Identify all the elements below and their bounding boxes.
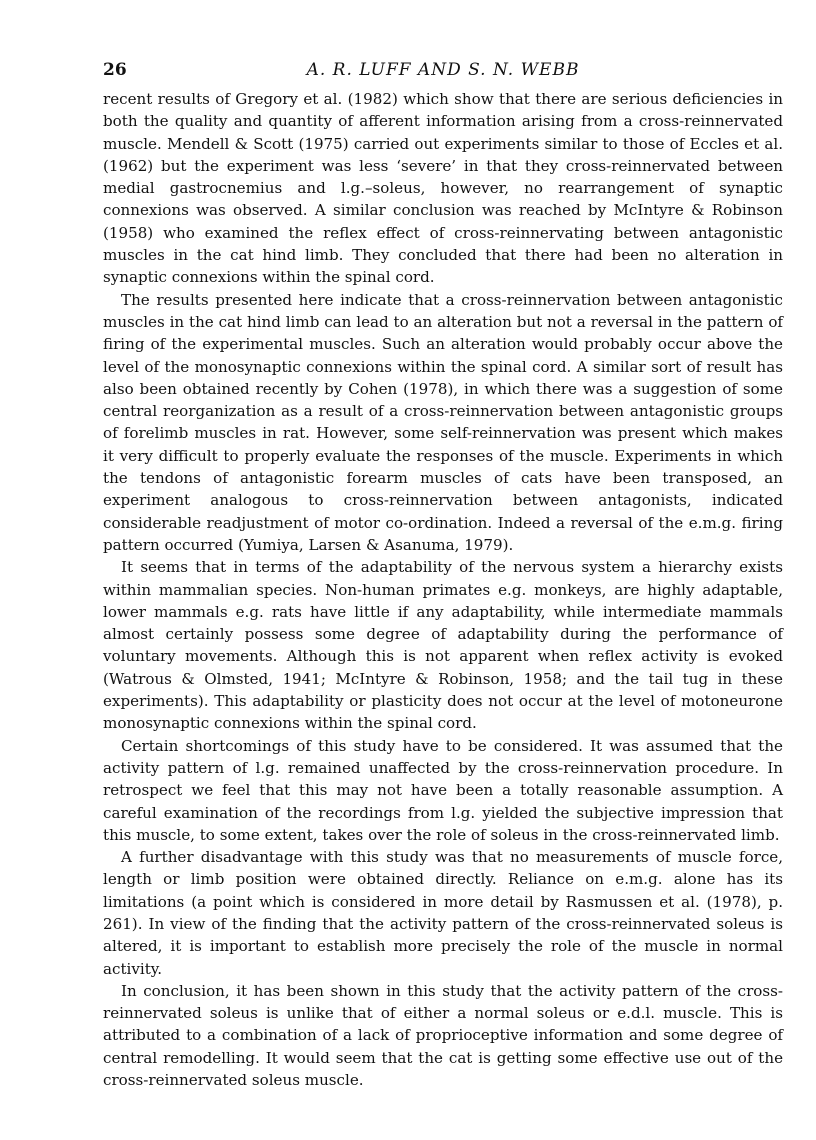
paragraph: It seems that in terms of the adaptability of the nervous system a hierarchy exists within mammalian species. Non-human primates e.g. monkeys, are highly adaptable, lower mammals e.g. rats have little if any adaptability, while intermediate mammals almost certainly possess some degree of adaptability during the performance of voluntary movements. Although this is not apparent when reflex activity is evoked (Watrous & Olmsted, 1941; McIntyre & Robinson, 1958; and the tail tug in these experiments). This adaptability or plasticity does not occur at the level of motoneurone monosynaptic connexions within the spinal cord. — [103, 558, 783, 733]
paragraph: Certain shortcomings of this study have to be considered. It was assumed that the activity pattern of l.g. remained unaffected by the cross-reinnervation procedure. In retrospect we feel that this may not have been a totally reasonable assumption. A careful examination of the recordings from l.g. yielded the subjective impression that this muscle, to some extent, takes over the role of soleus in the cross-reinnervated limb. — [103, 736, 783, 844]
running-head-authors: A. R. LUFF AND S. N. WEBB — [306, 60, 580, 80]
running-head — [103, 58, 783, 88]
body-text — [103, 88, 783, 1091]
paragraph: recent results of Gregory et al. (1982) which show that there are serious deficiencies in both the quality and quantity of afferent information arising from a cross-reinnervated muscle. Mendell & Scott (1975) carried out experiments similar to those of Eccles et al. (1962) but the experiment was less ‘severe’ in that they cross-reinnervated between medial gastrocnemius and l.g.–soleus, however, no rearrangement of synaptic connexions was observed. A similar conclusion was reached by McIntyre & Robinson (1958) who examined the reflex effect of cross-reinnervating between antagonistic muscles in the cat hind limb. They concluded that there had been no alteration in synaptic connexions within the spinal cord. — [103, 90, 783, 287]
paragraph: A further disadvantage with this study was that no measurements of muscle force, length or limb position were obtained directly. Reliance on e.m.g. alone has its limitations (a point which is considered in more detail by Rasmussen et al. (1978), p. 261). In view of the finding that the activity pattern of the cross-reinnervated soleus is altered, it is important to establish more precisely the role of the muscle in normal activity. — [103, 848, 783, 978]
paragraph: The results presented here indicate that a cross-reinnervation between antagonistic muscles in the cat hind limb can lead to an alteration but not a reversal in the pattern of firing of the experimental muscles. Such an alteration would probably occur above the level of the monosynaptic connexions within the spinal cord. A similar sort of result has also been obtained recently by Cohen (1978), in which there was a suggestion of some central reorganization as a result of a cross-reinnervation between antagonistic groups of forelimb muscles in rat. However, some self-reinnervation was present which makes it very difficult to properly evaluate the responses of the muscle. Experiments in which the tendons of antagonistic forearm muscles of cats have been transposed, an experiment analogous to cross-reinnervation between antagonists, indicated considerable readjustment of motor co-ordination. Indeed a reversal of the e.m.g. firing pattern occurred (Yumiya, Larsen & Asanuma, 1979). — [103, 290, 783, 554]
paragraph: In conclusion, it has been shown in this study that the activity pattern of the cross-reinnervated soleus is unlike that of either a normal soleus or e.d.l. muscle. This is attributed to a combination of a lack of proprioceptive information and some degree of central remodelling. It would seem that the cat is getting some effective use out of the cross-reinnervated soleus muscle. — [103, 981, 783, 1090]
page-number: 26 — [103, 60, 127, 80]
page — [103, 58, 783, 1091]
